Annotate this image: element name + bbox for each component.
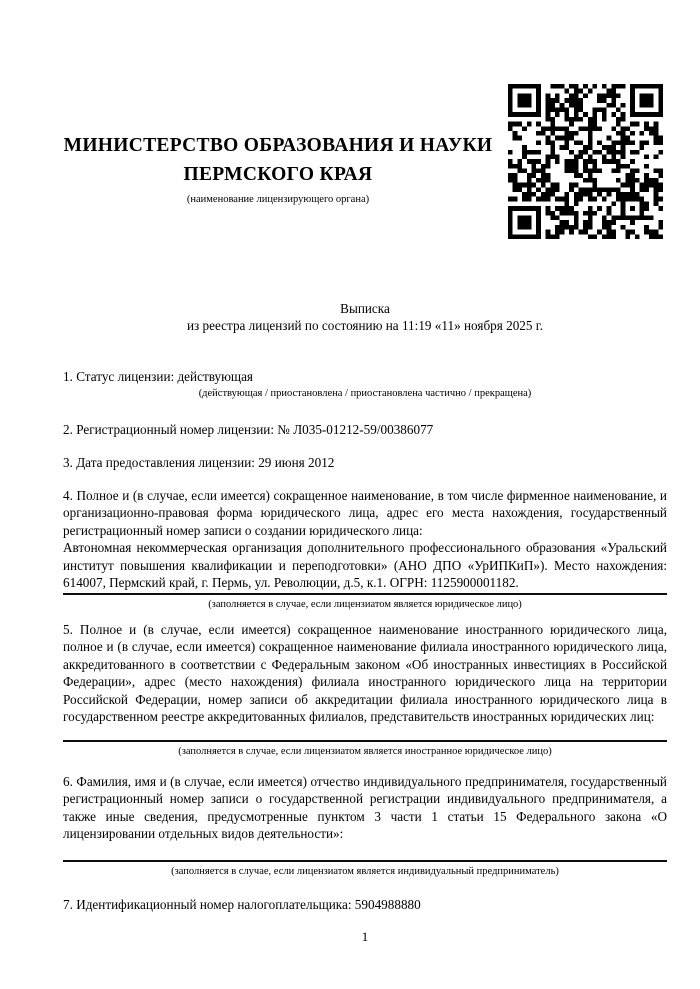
item-2-registration-number	[63, 421, 667, 438]
item-7-taxpayer-id	[63, 896, 667, 913]
licensing-authority-line1: МИНИСТЕРСТВО ОБРАЗОВАНИЯ И НАУКИ	[63, 135, 493, 156]
item-6-text: 6. Фамилия, имя и (в случае, если имеется) отчество индивидуального предпринимателя, государственный регистрационный номер записи о государственной регистрации индивидуального предпринимателя, а также иные сведения, предусмотренные пунктом 3 части 1 статьи 15 Федерального закона «О лицензировании отдельных видов деятельности»:	[63, 774, 667, 842]
item-3-text: 3. Дата предоставления лицензии: 29 июня 2012	[63, 455, 335, 470]
qr-code-icon	[508, 84, 663, 239]
licensing-authority-line2: ПЕРМСКОГО КРАЯ	[183, 164, 373, 185]
fill-in-rule	[63, 740, 667, 742]
item-5-foreign-entity	[63, 621, 667, 758]
item-4-text: 4. Полное и (в случае, если имеется) сокращенное наименование, в том числе фирменное наименование, и организационно-правовая форма юридического лица, адрес его места нахождения, государственный регистрационный номер записи о создании юридического лица:	[63, 488, 667, 538]
item-4-note: (заполняется в случае, если лицензиатом является юридическое лицо)	[208, 599, 522, 611]
item-1-note: (действующая / приостановлена / приостановлена частично / прекращена)	[198, 388, 532, 399]
title-line2: из реестра лицензий по состоянию на 11:19 «11» ноября 2025 г.	[186, 318, 544, 334]
page-number: 1	[361, 929, 369, 944]
item-2-text: 2. Регистрационный номер лицензии: № Л035-01212-59/00386077	[63, 422, 434, 437]
item-1-text: 1. Статус лицензии: действующая	[63, 369, 254, 384]
item-3-grant-date	[63, 454, 667, 471]
item-5-text: 5. Полное и (в случае, если имеется) сокращенное наименование иностранного юридического лица, полное и (в случае, если имеется) сокращенное наименование филиала иностранного юридического лица, аккредитованного в соответствии с Федеральным законом «Об иностранных инвестициях в Российской Федерации», адрес (место нахождения) филиала иностранного юридического лица на территории Российской Федерации, номер записи об аккредитации филиала иностранного юридического лица в государственном реестре аккредитованных филиалов, представительств иностранных юридических лиц:	[63, 622, 667, 725]
licensing-authority-caption: (наименование лицензирующего органа)	[186, 194, 370, 205]
item-1-license-status	[63, 368, 667, 385]
item-6-note: (заполняется в случае, если лицензиатом является индивидуальный предприниматель)	[171, 865, 559, 877]
title-line1: Выписка	[340, 301, 390, 316]
item-5-note: (заполняется в случае, если лицензиатом является иностранное юридическое лицо)	[178, 746, 552, 758]
fill-in-rule	[63, 593, 667, 595]
document-header	[63, 131, 493, 206]
item-4-legal-entity	[63, 487, 667, 611]
item-6-individual-entrepreneur	[63, 773, 667, 878]
document-title	[63, 300, 667, 335]
fill-in-rule	[63, 860, 667, 862]
item-7-text: 7. Идентификационный номер налогоплательщика: 5904988880	[63, 897, 421, 912]
item-4-value: Автономная некоммерческая организация дополнительного профессионального образования «Уральский институт повышения квалификации и переподготовки» (АНО ДПО «УрИПКиП»). Место нахождения: 614007, Пермский край, г. Пермь, ул. Революции, д.5, к.1. ОГРН: 1125900001182.	[63, 540, 667, 591]
